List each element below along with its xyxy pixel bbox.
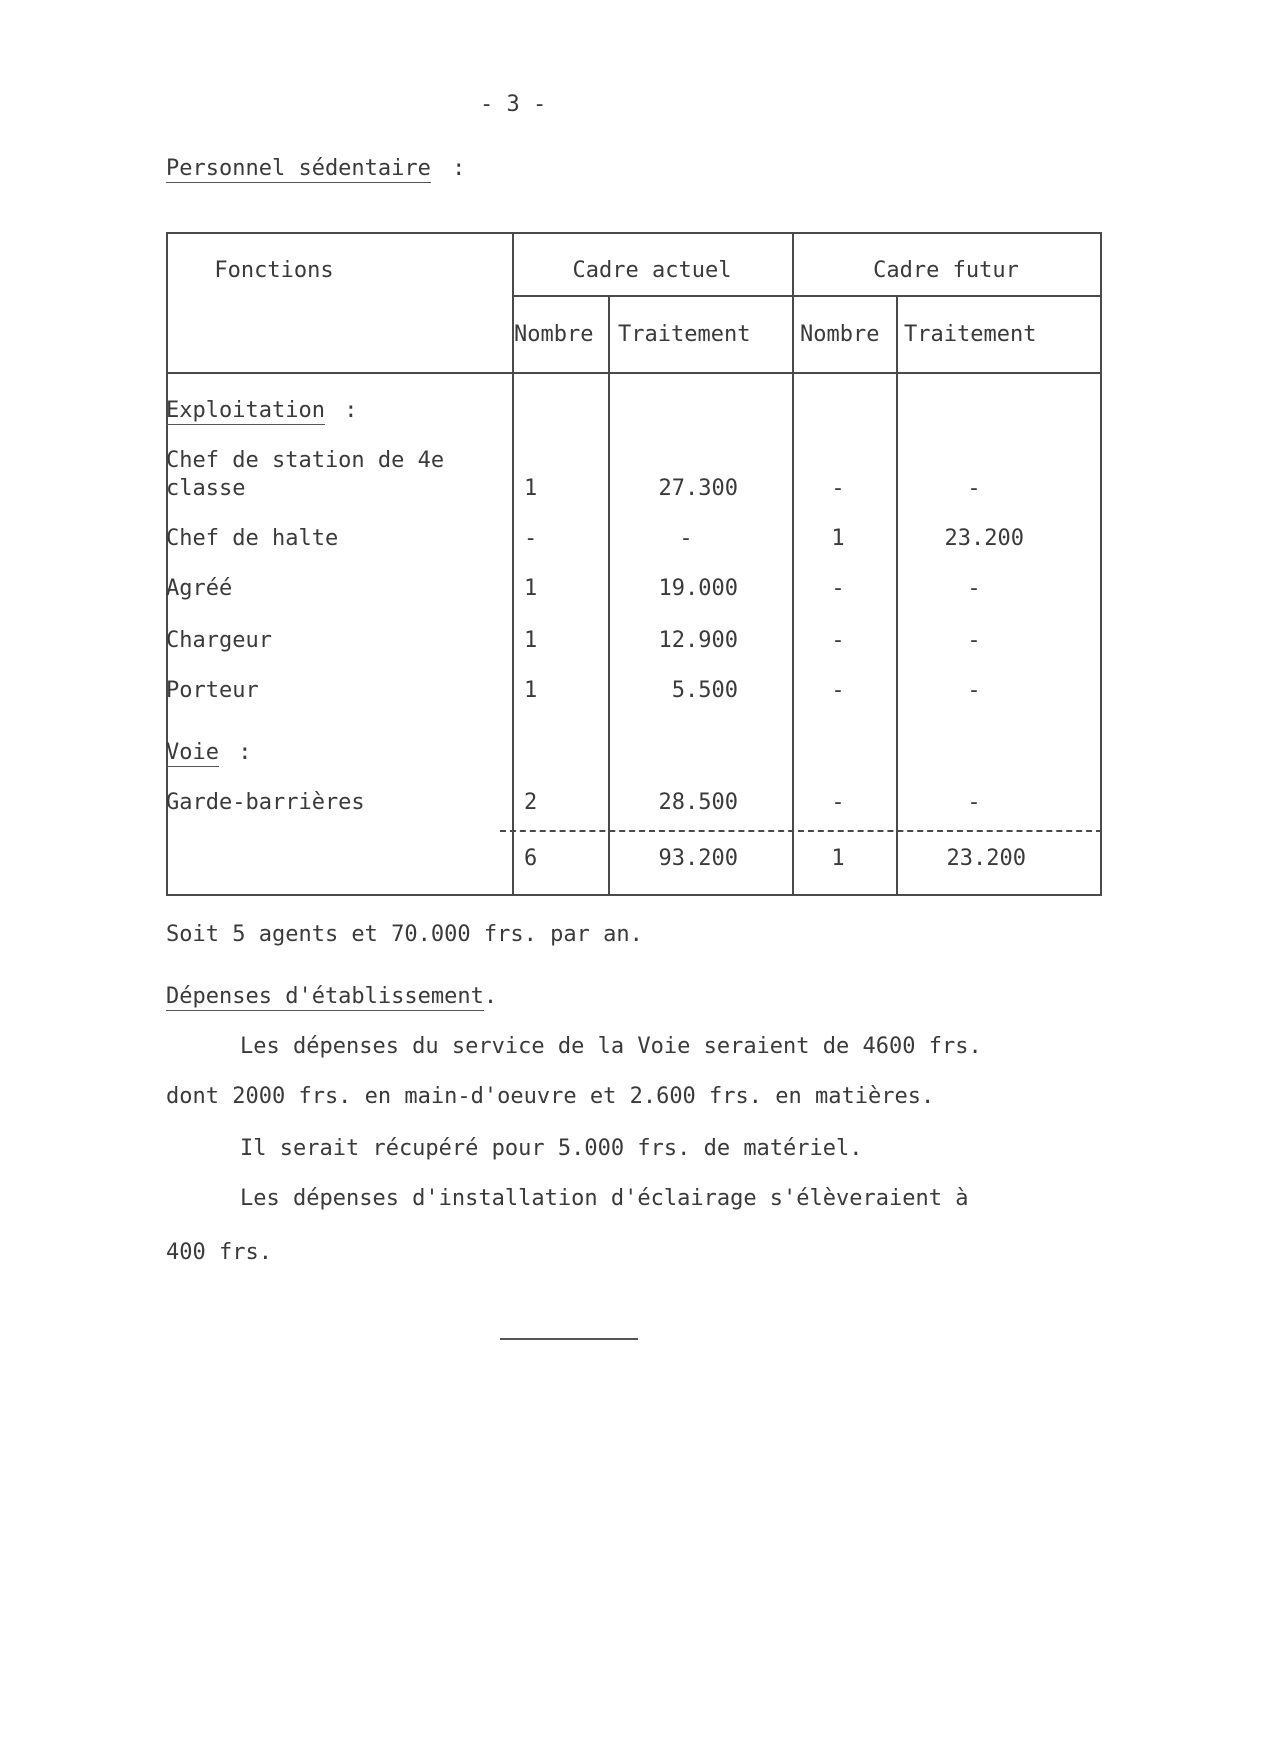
row-traitement-actuel: 28.500 <box>658 790 738 815</box>
row-nombre-actuel: - <box>524 526 538 551</box>
header-fonctions: Fonctions <box>214 258 334 283</box>
group-voie-colon: : <box>238 740 252 765</box>
depenses-title-text: Dépenses d'établissement <box>166 984 484 1009</box>
total-nombre-actuel: 6 <box>524 846 538 871</box>
table-right-border <box>1100 232 1102 896</box>
closing-rule <box>500 1338 638 1340</box>
table-bottom-border <box>166 894 1102 896</box>
total-nombre-futur: 1 <box>831 846 845 871</box>
row-nombre-actuel: 2 <box>524 790 538 815</box>
column-divider-actuel <box>608 295 610 896</box>
paragraph-voie-line2: dont 2000 frs. en main-d'oeuvre et 2.600 frs. en matières. <box>166 1084 935 1109</box>
row-fonction: Porteur <box>166 678 259 703</box>
row-nombre-futur: - <box>831 576 845 601</box>
row-nombre-futur: - <box>831 790 845 815</box>
row-traitement-actuel: 27.300 <box>658 476 738 501</box>
row-nombre-futur: - <box>831 678 845 703</box>
row-fonction: Chef de station de 4e <box>166 448 445 473</box>
row-traitement-futur: - <box>967 476 981 501</box>
depenses-title-period: . <box>483 984 498 1009</box>
row-nombre-actuel: 1 <box>524 576 538 601</box>
row-traitement-actuel: 19.000 <box>658 576 738 601</box>
row-fonction: Garde-barrières <box>166 790 365 815</box>
column-divider-cadres <box>792 232 794 896</box>
header-traitement-futur: Traitement <box>904 322 1037 347</box>
row-nombre-futur: 1 <box>831 526 845 551</box>
group-voie <box>166 740 251 765</box>
row-traitement-actuel: - <box>679 526 693 551</box>
section-title-text: Personnel sédentaire <box>166 156 431 181</box>
row-nombre-futur: - <box>831 628 845 653</box>
row-traitement-futur: - <box>967 678 981 703</box>
row-fonction: Chargeur <box>166 628 272 653</box>
personnel-table <box>166 232 1102 896</box>
row-nombre-futur: - <box>831 476 845 501</box>
totals-dashed-line <box>500 830 1102 832</box>
section-title <box>166 156 465 181</box>
row-nombre-actuel: 1 <box>524 476 538 501</box>
paragraph-voie-line1: Les dépenses du service de la Voie seraient de 4600 frs. <box>240 1034 982 1059</box>
header-split-line <box>512 295 1102 297</box>
paragraph-materiel: Il serait récupéré pour 5.000 frs. de matériel. <box>240 1136 863 1161</box>
table-top-border <box>166 232 1102 234</box>
header-cadre-futur: Cadre futur <box>873 258 1019 283</box>
group-exploitation-colon: : <box>344 398 358 423</box>
section-title-colon: : <box>452 156 466 181</box>
paragraph-eclairage-line1: Les dépenses d'installation d'éclairage s'élèveraient à <box>240 1186 969 1211</box>
row-fonction: Agréé <box>166 576 233 601</box>
depenses-title <box>166 984 497 1009</box>
column-divider-futur <box>896 295 898 896</box>
row-traitement-actuel: 12.900 <box>658 628 738 653</box>
row-traitement-futur: - <box>967 576 981 601</box>
group-voie-label: Voie <box>166 740 219 765</box>
row-traitement-futur: 23.200 <box>944 526 1024 551</box>
summary-line: Soit 5 agents et 70.000 frs. par an. <box>166 922 643 947</box>
header-nombre-actuel: Nombre <box>514 322 594 347</box>
row-nombre-actuel: 1 <box>524 678 538 703</box>
row-traitement-futur: - <box>967 790 981 815</box>
row-traitement-futur: - <box>967 628 981 653</box>
row-nombre-actuel: 1 <box>524 628 538 653</box>
row-fonction-cont: classe <box>166 476 246 501</box>
total-traitement-futur: 23.200 <box>946 846 1026 871</box>
header-nombre-futur: Nombre <box>800 322 880 347</box>
paragraph-eclairage-line2: 400 frs. <box>166 1240 272 1265</box>
group-exploitation-label: Exploitation <box>166 398 325 423</box>
row-traitement-actuel: 5.500 <box>671 678 738 703</box>
header-cadre-actuel: Cadre actuel <box>572 258 732 283</box>
header-bottom-border <box>166 372 1102 374</box>
row-fonction: Chef de halte <box>166 526 339 551</box>
group-exploitation <box>166 398 357 423</box>
total-traitement-actuel: 93.200 <box>658 846 738 871</box>
page-number: - 3 - <box>480 92 547 117</box>
header-traitement-actuel: Traitement <box>618 322 751 347</box>
